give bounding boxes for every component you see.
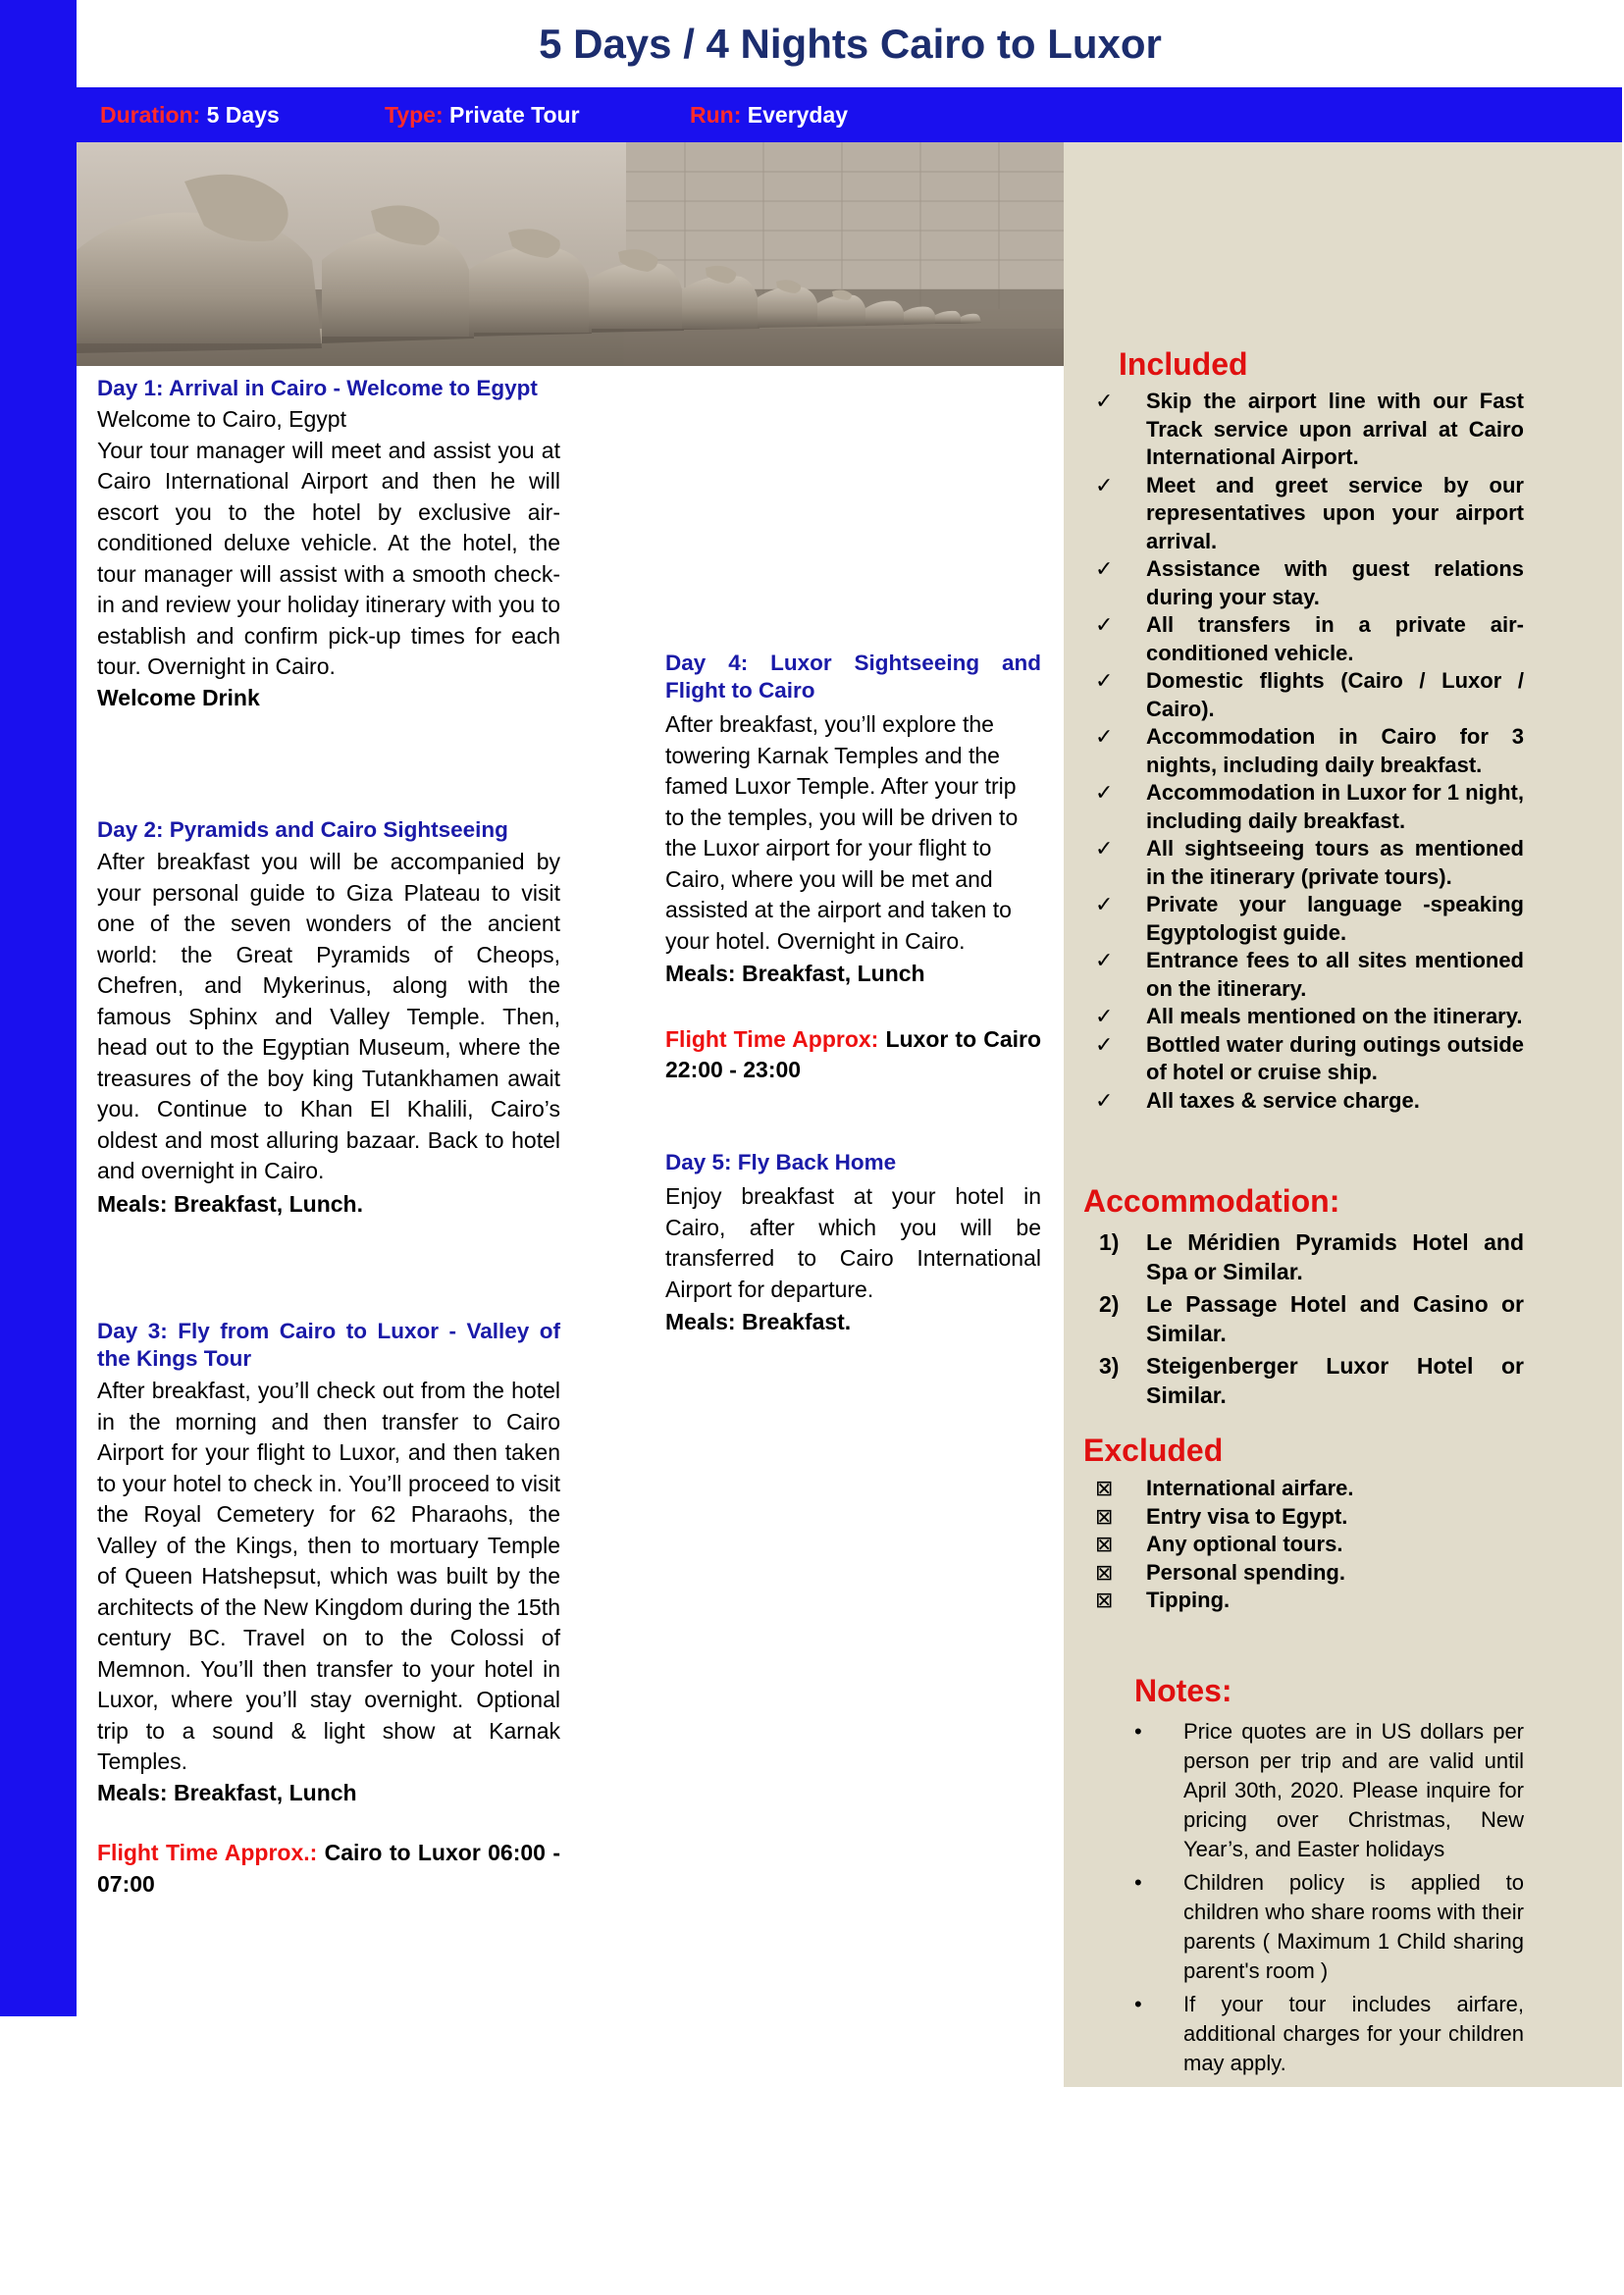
included-item: [1064, 555, 1622, 611]
day-3-meals: Meals: Breakfast, Lunch: [97, 1779, 357, 1805]
included-item-text: Accommodation in Luxor for 1 night, including daily breakfast.: [1146, 780, 1524, 833]
day-3-flight-time: [97, 1838, 560, 1900]
excluded-marker: ⊠: [1095, 1476, 1114, 1500]
accommodation-marker: 1): [1099, 1229, 1120, 1255]
included-item: [1064, 723, 1622, 779]
day-4-body: After breakfast, you’ll explore the towering Karnak Temples and the famed Luxor Temple. After your trip to the temples, you will be driven to the Luxor airport for your flight to Cairo, where you will be met and assisted at the airport and taken to your hotel. Overnight in Cairo.: [665, 711, 1019, 954]
notes-marker: •: [1134, 1992, 1142, 2016]
included-marker: ✓: [1095, 1031, 1114, 1057]
excluded-item: [1064, 1559, 1622, 1588]
excluded-marker: ⊠: [1095, 1503, 1114, 1529]
included-marker: ✓: [1095, 948, 1114, 972]
sidebar-panel: [1064, 142, 1622, 2087]
notes-marker: •: [1134, 1870, 1142, 1895]
duration-info: [100, 87, 280, 142]
included-item: [1064, 835, 1622, 891]
included-marker: ✓: [1095, 1087, 1114, 1113]
included-item-text: Domestic flights (Cairo / Luxor / Cairo).: [1146, 668, 1524, 721]
day-1-extra: Welcome Drink: [97, 684, 260, 710]
type-label: Type:: [385, 102, 444, 128]
run-value: Everyday: [747, 102, 849, 128]
notes-item: [1064, 1868, 1622, 1986]
tour-info-bar: [77, 87, 1622, 142]
included-item: [1064, 1031, 1622, 1087]
day-1-body: Your tour manager will meet and assist you at Cairo International Airport and then he will escort you to the hotel by exclusive air-conditioned deluxe vehicle. At the hotel, the tour manager will assist with a smooth check-in and review your holiday itinerary with you to establish and confirm pick-up times for each tour. Overnight in Cairo.: [97, 437, 560, 679]
included-heading: Included: [1119, 346, 1248, 382]
excluded-item: [1064, 1587, 1622, 1615]
accommodation-item: [1064, 1289, 1622, 1348]
left-accent-bar: [0, 0, 77, 2016]
included-item-text: Assistance with guest relations during your stay.: [1146, 556, 1524, 609]
day-2-section: [97, 816, 560, 1220]
run-info: [690, 87, 848, 142]
notes-marker: •: [1134, 1719, 1142, 1744]
included-item-text: All transfers in a private air-conditioned vehicle.: [1146, 612, 1524, 665]
included-item-text: Entrance fees to all sites mentioned on the itinerary.: [1146, 948, 1524, 1001]
included-marker: ✓: [1095, 472, 1114, 497]
accommodation-item-text: Le Passage Hotel and Casino or Similar.: [1146, 1291, 1524, 1346]
run-label: Run:: [690, 102, 742, 128]
day-4-flight-time: [665, 1024, 1041, 1086]
notes-item: [1064, 1990, 1622, 2078]
notes-list: [1064, 1717, 1622, 2082]
notes-item-text: Price quotes are in US dollars per person per trip and are valid until April 30th, 2020. Please inquire for pricing over Christmas, New Year’s, and Easter holidays: [1183, 1719, 1524, 1861]
accommodation-list: [1064, 1227, 1622, 1413]
excluded-marker: ⊠: [1095, 1588, 1114, 1612]
included-item-text: Private your language -speaking Egyptologist guide.: [1146, 892, 1524, 945]
day-2-meals: Meals: Breakfast, Lunch.: [97, 1190, 363, 1217]
day-3-heading: Day 3: Fly from Cairo to Luxor - Valley of the Kings Tour: [97, 1319, 560, 1371]
notes-item-text: If your tour includes airfare, additional charges for your children may apply.: [1183, 1992, 1524, 2075]
day-5-heading: Day 5: Fly Back Home: [665, 1150, 897, 1174]
day-4-heading: Day 4: Luxor Sightseeing and Flight to Cairo: [665, 651, 1041, 703]
included-item-text: Bottled water during outings outside of hotel or cruise ship.: [1146, 1031, 1524, 1084]
day-2-heading: Day 2: Pyramids and Cairo Sightseeing: [97, 817, 508, 842]
karnak-sphinx-avenue-photo: [77, 142, 1064, 366]
included-marker: ✓: [1095, 389, 1114, 413]
duration-value: 5 Days: [206, 102, 280, 128]
included-item-text: All taxes & service charge.: [1146, 1087, 1420, 1113]
included-marker: ✓: [1095, 892, 1114, 916]
excluded-marker: ⊠: [1095, 1559, 1114, 1585]
day-5-section: [665, 1149, 1041, 1338]
excluded-item-text: Entry visa to Egypt.: [1146, 1503, 1348, 1529]
accommodation-marker: 2): [1099, 1291, 1120, 1317]
included-item: [1064, 667, 1622, 723]
day-3-flight-value: Cairo to Luxor 06:00 - 07:00: [97, 1840, 560, 1897]
day-4-flight-value: Luxor to Cairo 22:00 - 23:00: [665, 1025, 1042, 1082]
included-item: [1064, 472, 1622, 556]
accommodation-item: [1064, 1227, 1622, 1286]
included-item-text: Meet and greet service by our representatives upon your airport arrival.: [1146, 472, 1524, 553]
accommodation-item: [1064, 1351, 1622, 1410]
day-2-body: After breakfast you will be accompanied by your personal guide to Giza Plateau to visit one of the seven wonders of the ancient world: the Great Pyramids of Cheops, Chefren, and Mykerinus, along with the famous Sphinx and Valley Temple. Then, head out to the Egyptian Museum, where the treasures of the boy king Tutankhamen await you. Continue to Khan El Khalili, Cairo’s oldest and most alluring bazaar. Back to hotel and overnight in Cairo.: [97, 849, 560, 1183]
accommodation-item-text: Steigenberger Luxor Hotel or Similar.: [1146, 1353, 1524, 1408]
day-5-meals: Meals: Breakfast.: [665, 1309, 852, 1334]
type-info: [385, 87, 580, 142]
excluded-item: [1064, 1531, 1622, 1559]
included-marker: ✓: [1095, 724, 1114, 749]
included-marker: ✓: [1095, 612, 1114, 637]
day-4-flight-label: Flight Time Approx:: [665, 1025, 879, 1052]
notes-item: [1064, 1717, 1622, 1864]
included-list: [1064, 388, 1622, 1115]
excluded-item-text: International airfare.: [1146, 1476, 1354, 1500]
included-marker: ✓: [1095, 668, 1114, 693]
included-item-text: All sightseeing tours as mentioned in the itinerary (private tours).: [1146, 836, 1524, 889]
included-item: [1064, 947, 1622, 1003]
page-title: 5 Days / 4 Nights Cairo to Luxor: [539, 21, 1162, 67]
day-1-subtitle: Welcome to Cairo, Egypt: [97, 406, 346, 432]
notes-heading: Notes:: [1134, 1673, 1232, 1708]
included-item: [1064, 388, 1622, 472]
included-item: [1064, 1003, 1622, 1031]
excluded-list: [1064, 1475, 1622, 1615]
duration-label: Duration:: [100, 102, 201, 128]
included-marker: ✓: [1095, 556, 1114, 581]
included-item: [1064, 779, 1622, 835]
day-3-body: After breakfast, you’ll check out from the hotel in the morning and then transfer to Cairo Airport for your flight to Luxor, and then taken to your hotel to check in. You’ll proceed to visit the Royal Cemetery for 62 Pharaohs, the Valley of the Kings, then to mortuary Temple of Queen Hatshepsut, which was built by the architects of the New Kingdom during the 15th century BC. Travel on to the Colossi of Memnon. You’ll then transfer to your hotel in Luxor, where you’ll stay overnight. Optional trip to a sound & light show at Karnak Temples.: [97, 1378, 560, 1774]
included-marker: ✓: [1095, 780, 1114, 805]
day-4-meals: Meals: Breakfast, Lunch: [665, 961, 925, 986]
day-3-section: [97, 1318, 560, 1900]
accommodation-item-text: Le Méridien Pyramids Hotel and Spa or Similar.: [1146, 1229, 1524, 1284]
accommodation-heading: Accommodation:: [1083, 1183, 1340, 1219]
excluded-marker: ⊠: [1095, 1532, 1114, 1556]
excluded-item: [1064, 1503, 1622, 1532]
excluded-item: [1064, 1475, 1622, 1503]
day-5-body: Enjoy breakfast at your hotel in Cairo, after which you will be transferred to Cairo International Airport for departure.: [665, 1183, 1041, 1302]
excluded-item-text: Tipping.: [1146, 1588, 1231, 1612]
included-item-text: Accommodation in Cairo for 3 nights, including daily breakfast.: [1146, 724, 1524, 777]
included-item: [1064, 611, 1622, 667]
excluded-heading: Excluded: [1083, 1433, 1224, 1468]
excluded-item-text: Personal spending.: [1146, 1559, 1345, 1585]
included-marker: ✓: [1095, 836, 1114, 861]
included-item-text: All meals mentioned on the itinerary.: [1146, 1004, 1523, 1028]
day-4-section: [665, 650, 1041, 1086]
included-item-text: Skip the airport line with our Fast Track service upon arrival at Cairo International Airport.: [1146, 389, 1524, 469]
day-1-section: [97, 375, 560, 713]
day-1-heading: Day 1: Arrival in Cairo - Welcome to Egypt: [97, 376, 538, 400]
day-3-flight-label: Flight Time Approx.:: [97, 1840, 318, 1865]
accommodation-marker: 3): [1099, 1353, 1120, 1379]
included-item: [1064, 891, 1622, 947]
included-item: [1064, 1087, 1622, 1116]
notes-item-text: Children policy is applied to children who share rooms with their parents ( Maximum 1 Child sharing parent's room ): [1183, 1870, 1524, 1983]
included-marker: ✓: [1095, 1004, 1114, 1028]
excluded-item-text: Any optional tours.: [1146, 1532, 1343, 1556]
type-value: Private Tour: [449, 102, 580, 128]
